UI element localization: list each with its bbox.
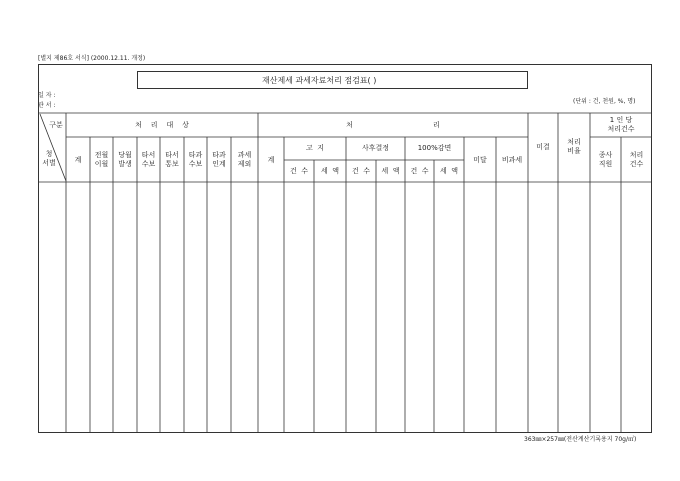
corner-bottom-label: 청 서별 — [42, 150, 56, 167]
reduction-tax-label: 세 액 — [440, 167, 458, 175]
reduction-group-header: 100%감면 — [417, 144, 452, 152]
target-col-current: 당월 발생 — [118, 151, 132, 168]
processing-group-header: 처 리 — [346, 121, 440, 129]
post-decision-count-label: 건 수 — [352, 167, 370, 175]
target-col-other-section-received: 타과 수보 — [188, 151, 203, 168]
target-col-other-section-transferred: 타과 인계 — [212, 151, 226, 168]
date-label: 일 자 : — [38, 92, 56, 99]
office-label: 관 서 : — [38, 102, 56, 109]
target-col-excluded: 과세 제외 — [237, 151, 252, 168]
target-col-other-office-notified: 타서 통보 — [165, 151, 179, 168]
post-decision-tax-label: 세 액 — [381, 167, 400, 175]
processing-ratio-col: 처리 비율 — [567, 138, 581, 155]
post-decision-group-header: 사후결정 — [361, 144, 390, 152]
per-person-group-header: 1 인 당 처리건수 — [607, 116, 635, 133]
target-col-other-office-received: 타서 수보 — [141, 151, 156, 168]
processing-col-total: 계 — [267, 156, 275, 164]
reduction-count-label: 건 수 — [410, 167, 429, 175]
form-title: 재산제세 과세자료처리 점검표( ) — [262, 76, 377, 85]
target-col-carryover: 전월 이월 — [94, 151, 109, 168]
target-group-header: 처 리 대 상 — [135, 121, 189, 129]
target-col-total: 계 — [74, 156, 82, 164]
processed-count-col: 처리 건수 — [629, 151, 644, 168]
staff-col: 종사 직원 — [598, 151, 613, 168]
table-frame — [38, 64, 652, 433]
unit-note: (단위 : 건, 천원, %, 명) — [573, 98, 636, 105]
notice-tax-label: 세 액 — [321, 167, 339, 175]
notice-group-header: 고 지 — [306, 144, 324, 152]
nontaxable-col: 비과세 — [501, 156, 523, 164]
incomplete-col: 미달 — [473, 156, 487, 164]
paper-note: 363㎜×257㎜(전산계산기록용지 70g/㎡) — [524, 436, 637, 443]
notice-count-label: 건 수 — [290, 167, 308, 175]
form-reference: [별지 제86호 서식] (2000.12.11. 개정) — [38, 55, 146, 62]
corner-top-label: 구분 — [49, 121, 63, 129]
unprocessed-col: 미결 — [536, 143, 550, 151]
